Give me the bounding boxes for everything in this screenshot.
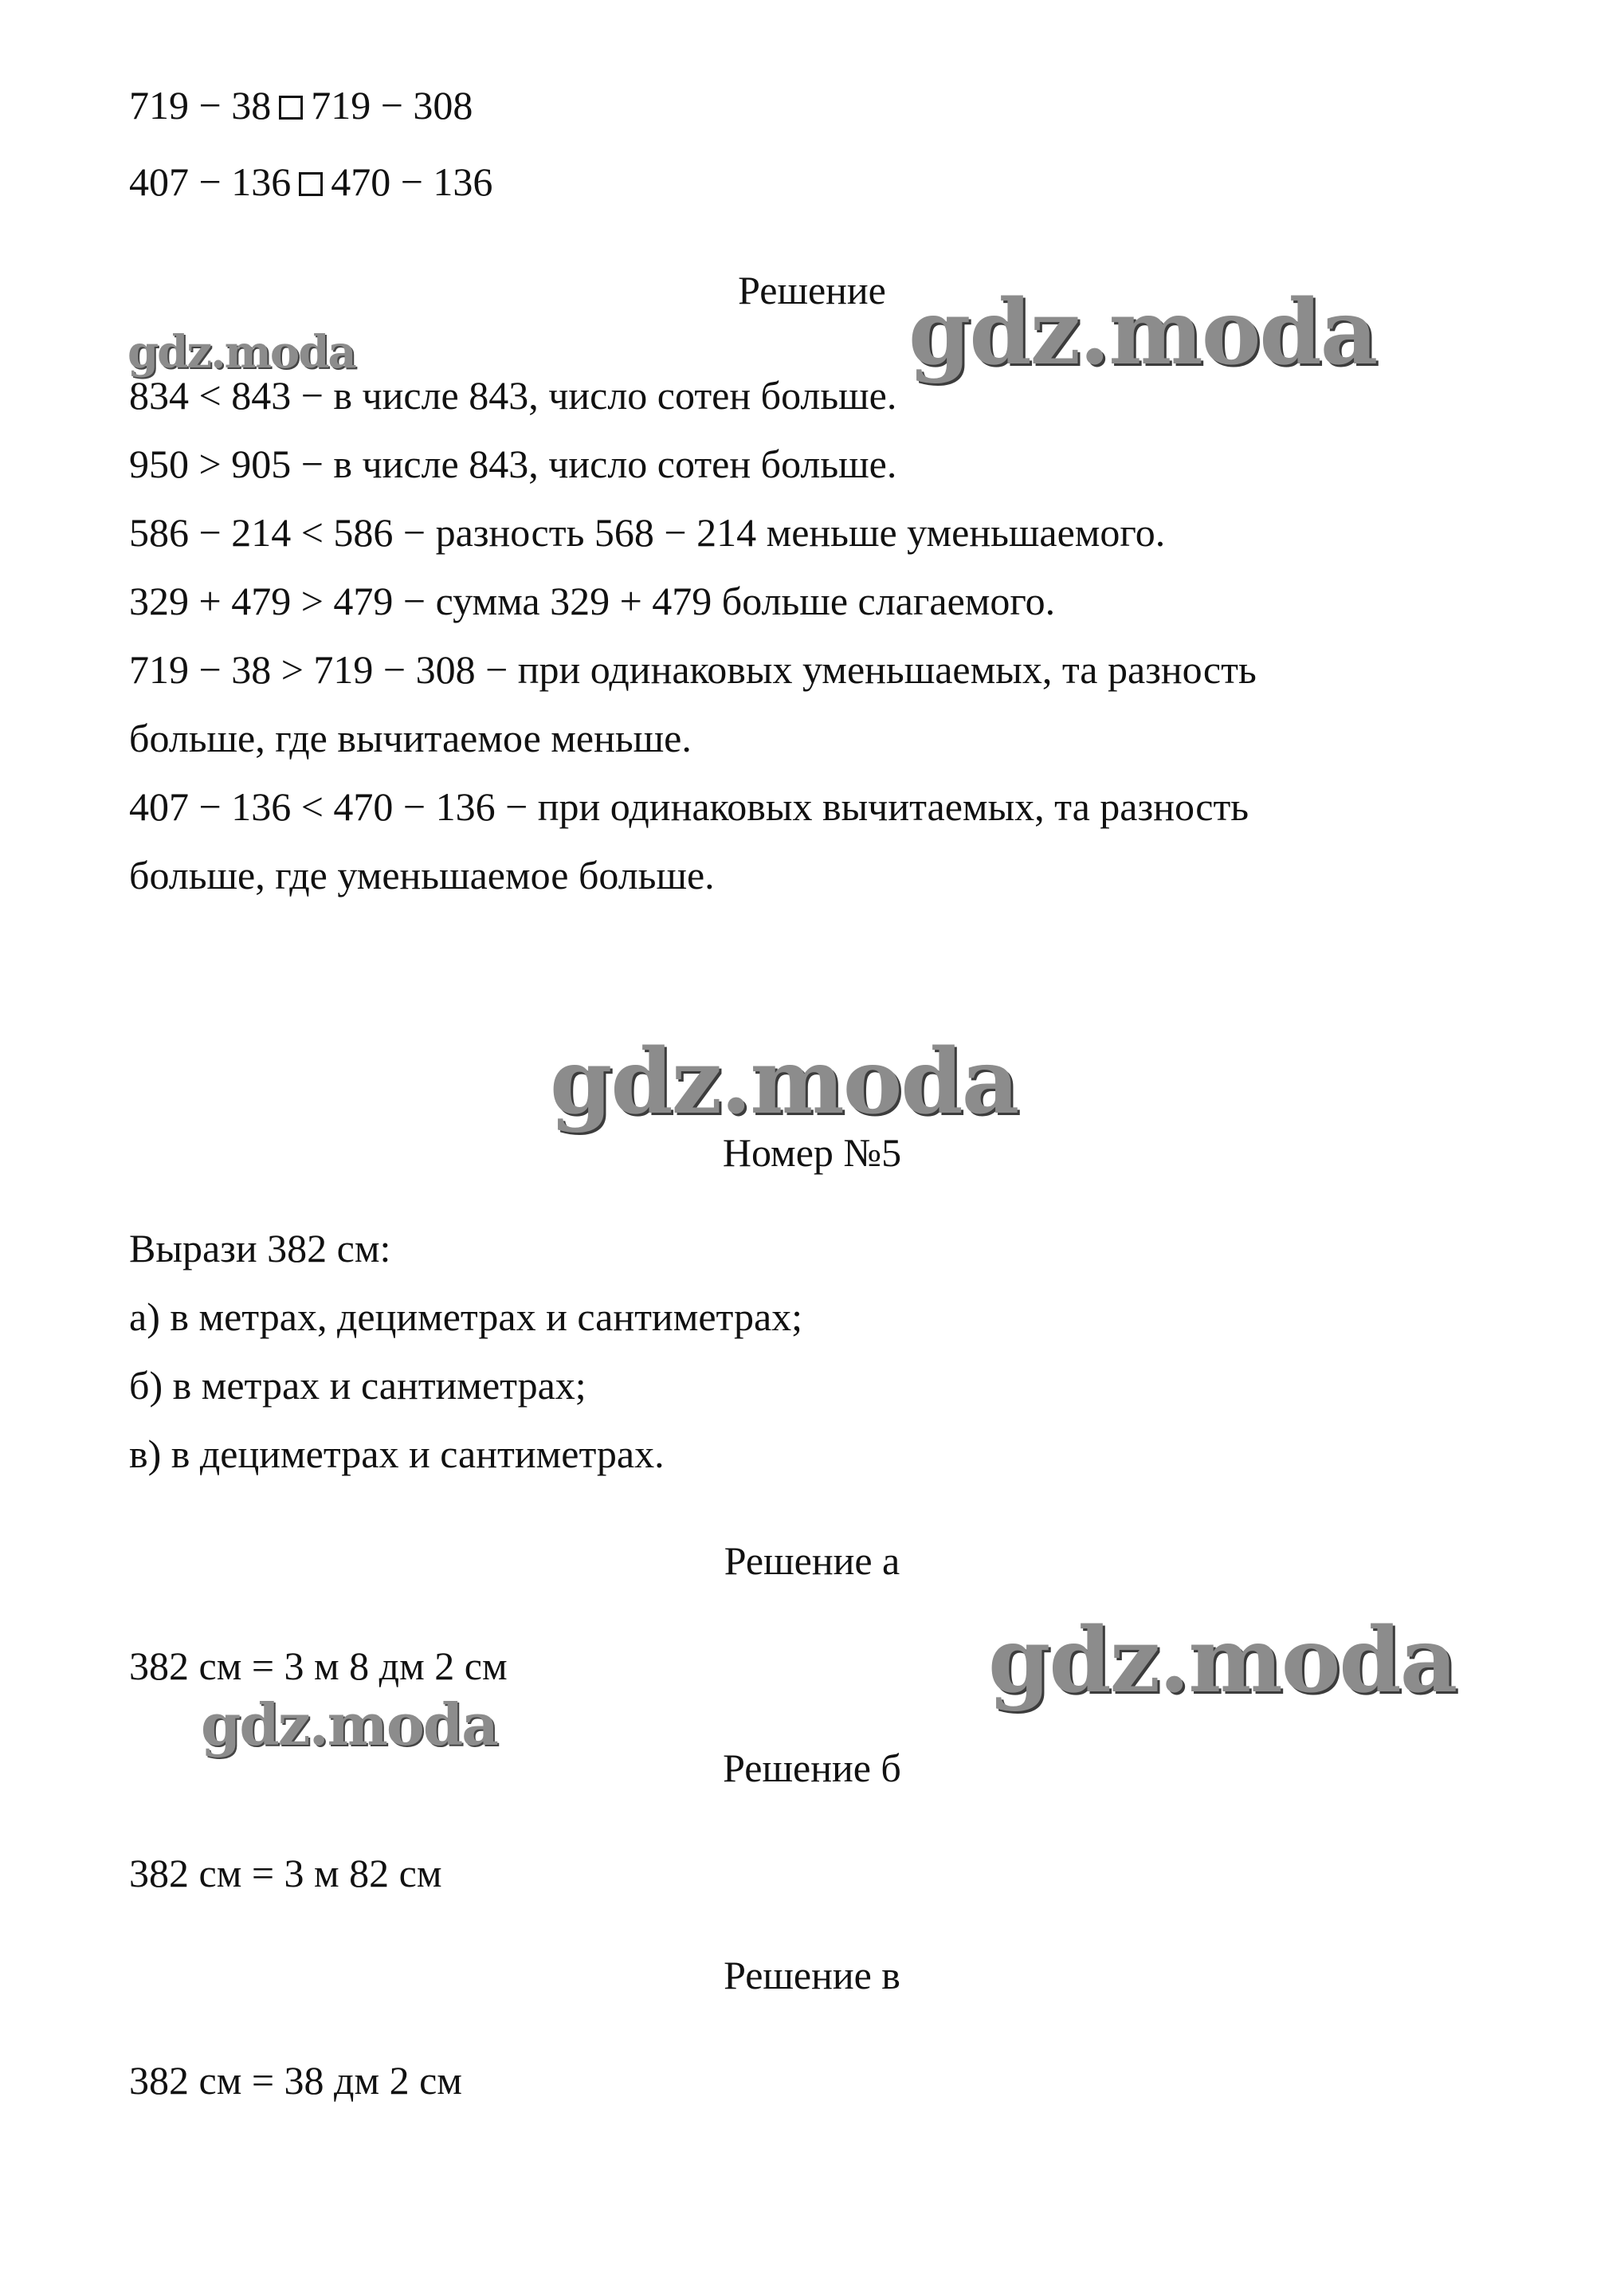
problem-line: в) в дециметрах и сантиметрах.: [129, 1432, 665, 1476]
watermark-logo: gdz.moda: [908, 281, 1377, 385]
comparison-box: [299, 172, 323, 196]
task-line-1-right: 719 − 308: [311, 83, 473, 128]
solution-v-answer: 382 см = 38 дм 2 см: [129, 2058, 462, 2103]
solution-b-answer: 382 см = 3 м 82 см: [129, 1851, 442, 1895]
task-line-1-left: 719 − 38: [129, 83, 272, 128]
task-line-1: [129, 83, 473, 128]
watermark-logo: gdz.moda: [127, 326, 355, 379]
task-line-2-left: 407 − 136: [129, 159, 292, 204]
problem-line: б) в метрах и сантиметрах;: [129, 1363, 586, 1408]
watermark-logo: gdz.moda: [550, 1030, 1018, 1134]
solution-v-header: Решение в: [724, 1953, 900, 1997]
watermark-logo: gdz.moda: [988, 1608, 1457, 1713]
problem-title: Номер №5: [722, 1130, 902, 1175]
problem-line: Вырази 382 см:: [129, 1226, 391, 1270]
watermark-logo: gdz.moda: [201, 1691, 497, 1758]
task-line-2-right: 470 − 136: [331, 159, 493, 204]
task-line-2: [129, 159, 492, 204]
solution-line: 834 < 843 − в числе 843, число сотен больше.: [129, 373, 897, 418]
solution-b-header: Решение б: [723, 1746, 901, 1790]
solution-a-answer: 382 см = 3 м 8 дм 2 см: [129, 1644, 508, 1688]
solution-line: 950 > 905 − в числе 843, число сотен больше.: [129, 442, 897, 486]
solution-a-header: Решение а: [724, 1538, 900, 1583]
problem-line: а) в метрах, дециметрах и сантиметрах;: [129, 1294, 803, 1339]
solution-line: 719 − 38 > 719 − 308 − при одинаковых уменьшаемых, та разность: [129, 647, 1257, 692]
solution-line: 407 − 136 < 470 − 136 − при одинаковых вычитаемых, та разность: [129, 784, 1249, 829]
solution-line: больше, где уменьшаемое больше.: [129, 853, 715, 897]
comparison-box: [279, 96, 303, 120]
solution-line: 586 − 214 < 586 − разность 568 − 214 меньше уменьшаемого.: [129, 510, 1166, 555]
solution-line: 329 + 479 > 479 − сумма 329 + 479 больше слагаемого.: [129, 579, 1056, 623]
solution-header: Решение: [738, 268, 886, 312]
solution-line: больше, где вычитаемое меньше.: [129, 716, 692, 760]
